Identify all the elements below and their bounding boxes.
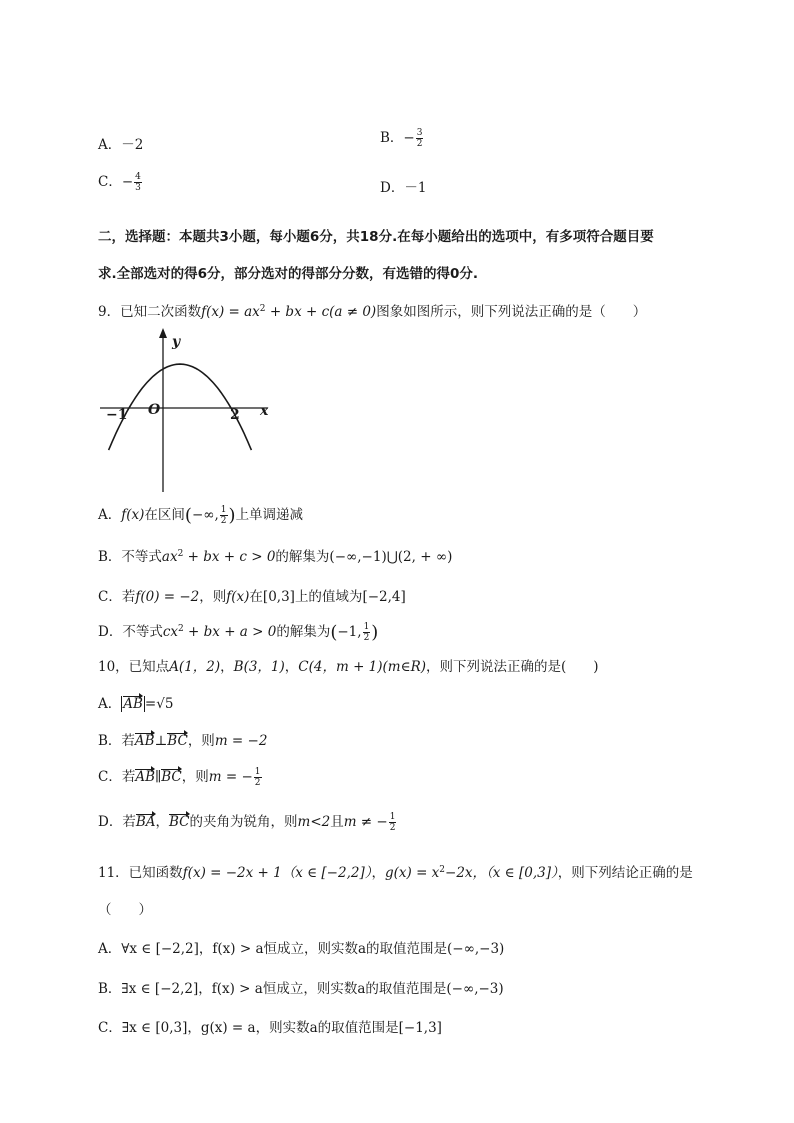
q10-suffix: ，则下列说法正确的是( ) [426, 659, 599, 675]
q11-prefix: 11．已知函数 [98, 865, 183, 881]
math-g-domain: ，（x ∈ [0,3]） [472, 865, 558, 881]
math: + bx + a > 0 [183, 624, 277, 640]
vector-ab: AB [134, 733, 155, 749]
q8-option-c [98, 170, 143, 193]
text: 且 [330, 814, 344, 830]
separator: ， [371, 865, 385, 881]
paren: ) [228, 505, 236, 526]
q9-func-rest: + bx + c(a ≠ 0) [265, 304, 377, 320]
text: 在 [249, 589, 263, 605]
q8-option-a: A．－2 [98, 137, 144, 153]
text: ，则 [187, 733, 215, 749]
vector-magnitude [121, 696, 145, 712]
relation: ⊥ [154, 733, 168, 749]
math: ax [161, 549, 178, 565]
option-letter: D．若 [98, 814, 136, 830]
text: 的解集为 [276, 624, 331, 640]
q10-option-a [98, 692, 173, 712]
math: m ≠ − [343, 814, 388, 830]
fraction-numerator: 1 [363, 622, 370, 632]
q11-option-c: C．∃x ∈ [0,3]，g(x) = a，则实数a的取值范围是[−1,3] [98, 1020, 442, 1036]
fraction [363, 622, 371, 643]
fraction-denominator: 2 [220, 516, 227, 526]
q9-option-c [98, 585, 406, 605]
q9-option-b [98, 545, 452, 565]
q10-option-c [98, 765, 263, 788]
paren: ( [330, 622, 338, 643]
paren: ( [184, 505, 192, 526]
q11-option-b: B．∃x ∈ [−2,2]，f(x) > a恒成立，则实数a的取值范围是(−∞,−3) [98, 981, 504, 997]
fraction-denominator: 2 [363, 633, 370, 643]
text: 上单调递减 [235, 507, 304, 523]
math-g: g(x) = x [384, 865, 440, 881]
math: −1, [337, 624, 362, 640]
separator: ， [155, 814, 169, 830]
q9-stem [98, 300, 646, 320]
option-letter: A． [98, 507, 122, 523]
q9-suffix: 图象如图所示，则下列说法正确的是（ ） [376, 304, 647, 320]
fraction [220, 505, 228, 526]
exp: 2 [177, 549, 184, 559]
math: −∞, [191, 507, 219, 523]
fraction [254, 767, 262, 788]
origin-label: O [148, 402, 161, 418]
vector-ab: AB [123, 696, 143, 712]
math: cx [162, 624, 179, 640]
root-neg-one-label: −1 [106, 407, 128, 423]
text: 的夹角为锐角，则 [189, 814, 298, 830]
fraction-numerator: 4 [135, 172, 141, 182]
q11-stem [98, 861, 693, 881]
q10-option-d [98, 810, 397, 833]
math: f(x) [121, 507, 145, 523]
math: (−∞,−1)⋃(2, + ∞) [329, 549, 453, 565]
math-f: f(x) = −2x + 1（x ∈ [−2,2]） [182, 865, 372, 881]
text: 在区间 [144, 507, 185, 523]
fraction-numerator: 1 [389, 812, 396, 822]
text: ，则 [199, 589, 227, 605]
math: [0,3] [262, 589, 295, 605]
q11-option-a: A．∀x ∈ [−2,2]，f(x) > a恒成立，则实数a的取值范围是(−∞,−3) [98, 941, 505, 957]
q11-answer-paren: （ ） [98, 902, 152, 918]
paren: ) [371, 622, 379, 643]
math: f(x) [226, 589, 250, 605]
q8-option-b [380, 126, 424, 149]
q10-option-b [98, 729, 267, 749]
y-axis-label: y [172, 334, 181, 350]
vector-bc: BC [169, 814, 190, 830]
fraction-numerator: 1 [220, 505, 227, 515]
option-letter: A． [98, 696, 122, 712]
q8-option-d: D．－1 [380, 180, 427, 196]
option-letter: B．若 [98, 733, 135, 749]
parabola-graph [98, 324, 278, 496]
text: 上的值域为 [294, 589, 363, 605]
fraction-denominator: 2 [389, 823, 396, 833]
q10-stem: 10，已知点A(1，2)，B(3，1)，C(4，m + 1)(m∈R)，则下列说法正确的是( ) [98, 659, 599, 675]
q9-func: f(x) = ax [201, 304, 260, 320]
fraction-numerator: 3 [416, 128, 423, 138]
math-g-rest: −2x [445, 865, 473, 881]
option-letter: C．若 [98, 769, 136, 785]
math: f(0) = −2 [135, 589, 200, 605]
fraction [389, 812, 397, 833]
q8-option-b-letter: B． [380, 130, 404, 146]
math: + bx + c > 0 [183, 549, 276, 565]
fraction-denominator: 3 [135, 183, 141, 193]
q8-option-b-sign: − [403, 130, 415, 146]
q9-option-d [98, 620, 378, 643]
exp: 2 [178, 624, 184, 634]
q10-prefix: 10，已知点 [98, 659, 170, 675]
vector-ab: AB [135, 769, 156, 785]
point-a: A(1，2) [169, 659, 221, 675]
section2-heading-line1: 二，选择题：本题共3小题，每小题6分，共18分.在每小题给出的选项中，有多项符合题目要 [98, 229, 654, 245]
math: m<2 [297, 814, 331, 830]
q9-prefix: 9．已知二次函数 [98, 304, 202, 320]
fraction-numerator: 1 [254, 767, 261, 777]
math: m = −2 [214, 733, 268, 749]
q11-suffix: ，则下列结论正确的是 [557, 865, 693, 881]
vector-ba: BA [135, 814, 156, 830]
fraction-denominator: 2 [416, 139, 423, 149]
math: m = − [208, 769, 253, 785]
q8-option-b-fraction [416, 128, 424, 149]
point-b: B(3，1) [233, 659, 285, 675]
root-two-label: 2 [230, 407, 240, 423]
q9-exp: 2 [259, 304, 266, 314]
exp: 2 [439, 865, 446, 875]
q9-option-a [98, 503, 303, 526]
q8-option-c-fraction [134, 172, 142, 193]
y-axis-arrow [159, 328, 167, 338]
text: 的解集为 [275, 549, 330, 565]
point-c: C(4，m + 1)(m∈R) [298, 659, 427, 675]
section2-heading-line2: 求.全部选对的得6分，部分选对的得部分分数，有选错的得0分. [98, 266, 479, 282]
relation: ∥ [155, 769, 162, 785]
q8-option-c-letter: C． [98, 174, 122, 190]
option-letter: C．若 [98, 589, 136, 605]
text: ，则 [181, 769, 209, 785]
vector-bc: BC [167, 733, 188, 749]
x-axis-label: x [260, 403, 269, 419]
vector-bc: BC [161, 769, 182, 785]
option-letter: B．不等式 [98, 549, 162, 565]
math: =√5 [144, 696, 174, 712]
fraction-denominator: 2 [254, 778, 261, 788]
option-letter: D．不等式 [98, 624, 163, 640]
q8-option-c-sign: − [121, 174, 134, 190]
math: [−2,4] [362, 589, 406, 605]
